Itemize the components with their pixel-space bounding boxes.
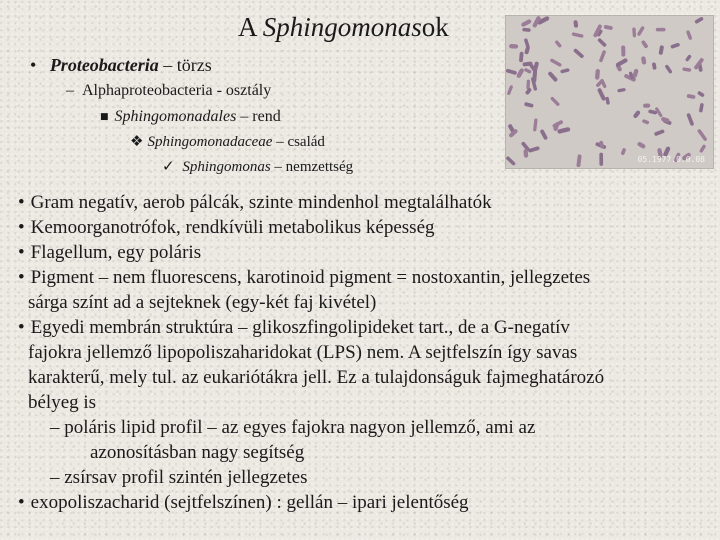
bacterium-cell [632,27,636,37]
bacterium-cell [637,26,645,37]
bacterium-cell [656,28,666,32]
bacterium-cell [599,153,603,166]
bacterium-cell [597,88,606,102]
bullet-list [18,190,708,515]
class-dash: – [66,82,74,99]
title-italic: Sphingomonas [262,12,422,42]
bullet-icon: • [18,492,25,513]
bacterium-cell [699,144,706,153]
taxonomy-class [66,82,271,100]
bacterium-cell [573,48,585,59]
bacterium-cell [641,56,647,65]
bacterium-cell [572,32,584,38]
bullet-item [18,215,708,240]
bullet-item [18,190,708,215]
bacterium-cell [595,69,600,80]
bacterium-cell [682,67,691,72]
family-rest: – család [272,134,325,150]
bullet-text: exopoliszacharid (sejtfelszínen) : gellán – ipari jelentőség [30,492,469,513]
bacterium-cell [524,68,532,74]
phylum-rest: – törzs [158,55,212,75]
bacterium-cell [550,96,560,106]
bacterium-cell [554,40,562,48]
bacterium-cell [599,50,607,63]
checkmark-icon: ✓ [162,157,175,175]
bacterium-cell [524,46,530,55]
bullet-continuation: fajokra jellemző lipopoliszaharidokat (LPS) nem. A sejtfelszín így savas [28,342,578,363]
bacterium-cell [540,129,549,141]
taxonomy-family [130,132,325,151]
bacterium-cell [521,19,532,28]
bullet-item [18,490,708,515]
bullet-item [18,315,708,340]
bullet-text: Flagellum, egy poláris [30,242,202,263]
taxonomy-phylum [30,55,212,76]
bacterium-cell [642,119,650,125]
bacterium-cell [654,129,665,136]
sub-bullet: – zsírsav profil szintén jellegzetes [50,467,308,488]
bacterium-cell [576,154,582,167]
bacterium-cell [519,52,524,63]
bacterium-cell [621,45,625,56]
bacterium-cell [697,91,705,98]
order-name: Sphingomonadales [114,108,237,125]
class-text: Alphaproteobacteria - osztály [82,82,272,99]
bullet-icon: • [18,217,25,238]
phylum-bullet: • [30,55,37,75]
image-stamp: 05.1977.0.0.08 [637,155,705,164]
bullet-icon: • [18,242,25,263]
bacterium-cell [573,20,578,28]
bacterium-cell [605,97,610,105]
bullet-icon: • [18,317,25,338]
square-bullet-icon: ■ [100,112,109,122]
bullet-item [18,265,708,290]
bullet-text: Egyedi membrán struktúra – glikoszfingolipideket tart., de a G-negatív [30,317,570,338]
diamond-bullet-icon: ❖ [130,132,144,150]
title-prefix: A [238,12,263,42]
bacterium-cell [641,40,649,49]
title-suffix: ok [421,12,449,42]
bacterium-cell [685,54,692,62]
bacterium-cell [516,68,525,79]
bacterium-cell [524,102,534,108]
bacterium-cell [694,16,704,24]
bacterium-cell [604,25,614,31]
bacterium-cell [597,38,607,48]
bacterium-cell [632,68,639,78]
bacterium-cell [547,71,558,83]
genus-rest: – nemzettség [270,159,354,175]
bullet-text: Pigment – nem fluorescens, karotinoid pigment = nostoxantin, jellegzetes [30,267,591,288]
bullet-text: Kemoorganotrófok, rendkívüli metabolikus képesség [30,217,435,238]
bacterium-cell [526,80,530,90]
taxonomy-order [100,108,281,126]
bacterium-cell [557,127,571,134]
bacterium-cell [615,58,628,68]
bacterium-cell [560,68,570,74]
bacterium-cell [506,68,517,75]
slide-title [238,10,449,44]
microscope-image [505,15,714,169]
genus-name: Sphingomonas [182,159,271,175]
bullet-continuation: sárga színt ad a sejteknek (egy-két faj kivétel) [28,292,377,313]
bacterium-cell [664,64,672,74]
bacterium-cell [633,110,641,119]
bacterium-cell [643,104,650,108]
sub-bullet-continuation: azonosításban nagy segítség [90,442,305,463]
sub-bullet: – poláris lipid profil – az egyes fajokra nagyon jellemző, ami az [50,417,536,438]
bacterium-cell [506,156,516,166]
taxonomy-genus [162,157,353,176]
bacterium-cell [507,85,514,96]
bacterium-cell [686,94,695,100]
bullet-icon: • [18,192,25,213]
bacterium-cell [658,45,664,55]
bacterium-cell [697,129,708,142]
bacterium-cell [670,42,680,49]
bacterium-cell [686,30,693,40]
bacterium-cell [522,28,531,32]
bacteria-cells [506,16,713,168]
family-name: Sphingomonadaceae [147,134,273,150]
bullet-continuation: karakterű, mely tul. az eukariótákra jell. Ez a tulajdonságuk fajmeghatározó [28,367,605,388]
bullet-continuation: bélyeg is [28,392,97,413]
bacterium-cell [525,87,532,95]
bacterium-cell [621,148,627,156]
bacterium-cell [550,58,563,67]
bacterium-cell [637,141,647,149]
bullet-text: Gram negatív, aerob pálcák, szinte mindenhol megtalálhatók [30,192,492,213]
bullet-item [18,240,708,265]
bacterium-cell [509,44,518,49]
bacterium-cell [686,113,694,127]
bacterium-cell [528,146,540,153]
order-rest: – rend [236,108,281,125]
bullet-icon: • [18,267,25,288]
bacterium-cell [533,118,538,131]
bacterium-cell [617,88,626,93]
bacterium-cell [699,103,704,113]
bacterium-cell [652,62,657,70]
phylum-name: Proteobacteria [49,55,159,75]
